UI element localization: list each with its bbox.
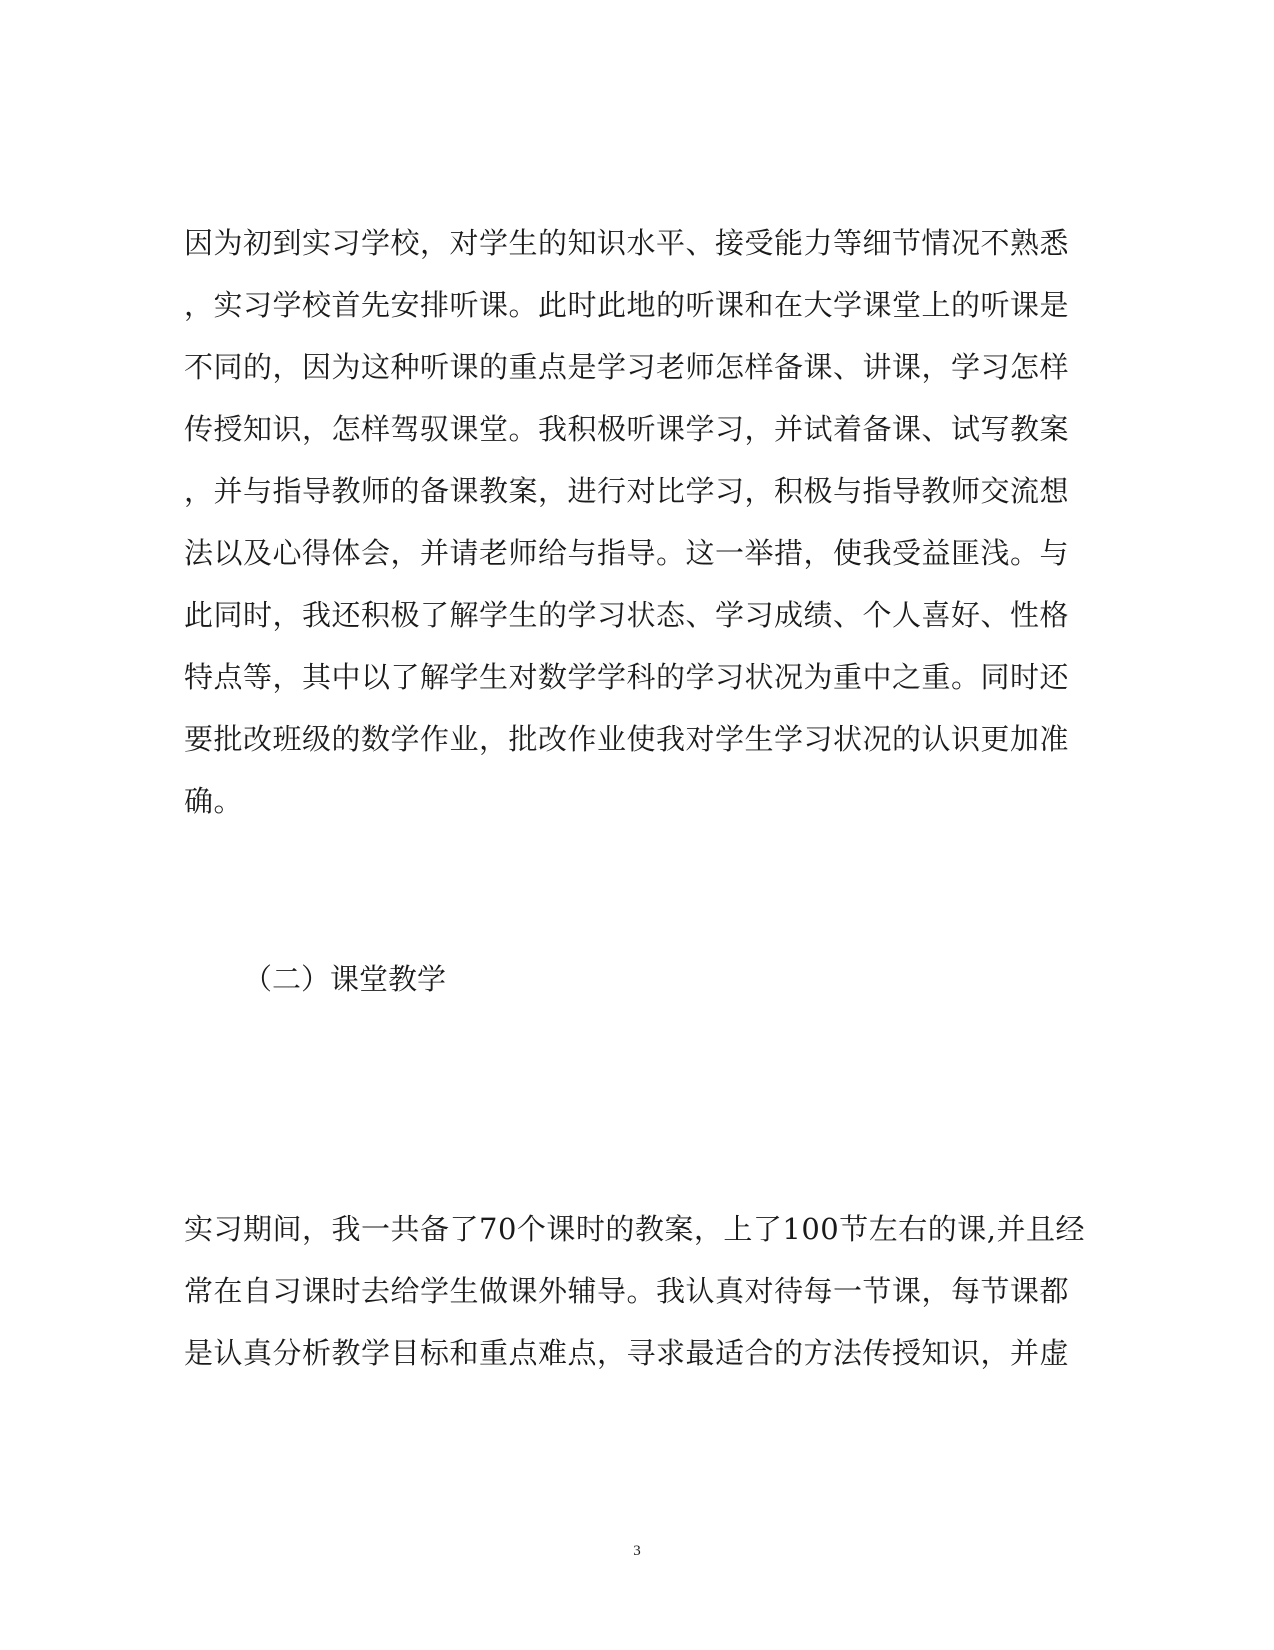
page-number: 3	[633, 1543, 641, 1559]
paragraph-2-line: 是认真分析教学目标和重点难点，寻求最适合的方法传授知识，并虚	[184, 1336, 1070, 1370]
paragraph-1-line: ，并与指导教师的备课教案，进行对比学习，积极与指导教师交流想	[184, 474, 1070, 508]
paragraph-2-line: 常在自习课时去给学生做课外辅导。我认真对待每一节课，每节课都	[184, 1274, 1070, 1308]
paragraph-1-line: 特点等，其中以了解学生对数学学科的学习状况为重中之重。同时还	[184, 660, 1070, 694]
paragraph-1-line: 确。	[184, 784, 244, 818]
paragraph-1-line: 法以及心得体会，并请老师给与指导。这一举措，使我受益匪浅。与	[184, 536, 1070, 570]
paragraph-1-line: 不同的，因为这种听课的重点是学习老师怎样备课、讲课，学习怎样	[184, 350, 1070, 384]
paragraph-1-line: ，实习学校首先安排听课。此时此地的听课和在大学课堂上的听课是	[184, 288, 1070, 322]
paragraph-1-line: 要批改班级的数学作业，批改作业使我对学生学习状况的认识更加准	[184, 722, 1070, 756]
paragraph-1-line: 因为初到实习学校，对学生的知识水平、接受能力等细节情况不熟悉	[184, 226, 1070, 260]
section-heading: （二）课堂教学	[243, 962, 447, 996]
paragraph-1-line: 此同时，我还积极了解学生的学习状态、学习成绩、个人喜好、性格	[184, 598, 1070, 632]
paragraph-1-line: 传授知识，怎样驾驭课堂。我积极听课学习，并试着备课、试写教案	[184, 412, 1070, 446]
paragraph-2-line: 实习期间，我一共备了70个课时的教案，上了100节左右的课,并且经	[184, 1212, 1085, 1246]
